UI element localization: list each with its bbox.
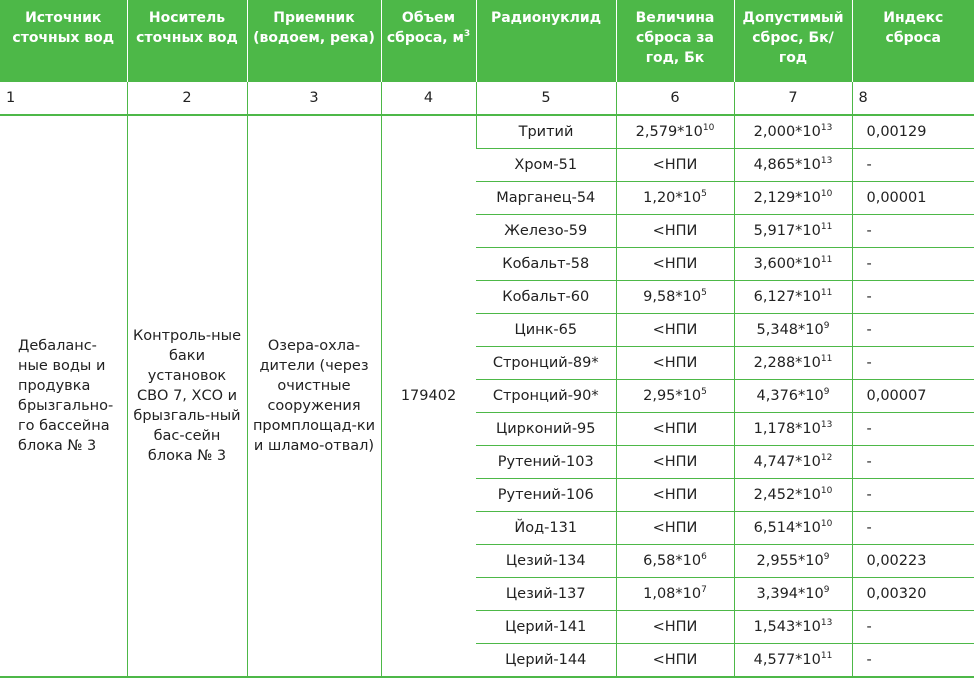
annual-value: <НПИ (652, 487, 698, 503)
index-cell: - (852, 314, 974, 347)
allowed-cell (734, 512, 852, 545)
annual-value: 6,58*10 (643, 553, 702, 569)
allowed-cell (734, 182, 852, 215)
annual-cell (616, 248, 734, 281)
annual-cell (616, 413, 734, 446)
nuclide-cell: Хром-51 (476, 149, 616, 182)
nuclide-cell: Тритий (476, 115, 616, 149)
allowed-cell (734, 281, 852, 314)
index-cell: 0,00007 (852, 380, 974, 413)
index-cell: - (852, 446, 974, 479)
nuclide-cell: Стронций-89* (476, 347, 616, 380)
column-number-row (0, 82, 974, 115)
allowed-cell (734, 545, 852, 578)
allowed-exp: 9 (823, 585, 830, 595)
index-cell: - (852, 479, 974, 512)
annual-value: 2,579*10 (635, 124, 703, 140)
allowed-exp: 10 (820, 486, 833, 496)
allowed-exp: 13 (820, 123, 833, 133)
nuclide-cell: Цезий-137 (476, 578, 616, 611)
allowed-value: 5,917*10 (753, 223, 821, 239)
allowed-value: 2,288*10 (753, 355, 821, 371)
annual-cell (616, 611, 734, 644)
allowed-cell (734, 149, 852, 182)
header-nuclide: Радионуклид (476, 0, 616, 82)
allowed-cell (734, 380, 852, 413)
column-number: 7 (734, 82, 852, 115)
annual-value: <НПИ (652, 652, 698, 668)
column-number: 4 (381, 82, 476, 115)
nuclide-cell: Церий-144 (476, 644, 616, 678)
allowed-value: 6,514*10 (753, 520, 821, 536)
volume-cell: 179402 (381, 115, 476, 677)
allowed-exp: 11 (820, 651, 833, 661)
nuclide-cell: Рутений-103 (476, 446, 616, 479)
allowed-exp: 12 (820, 453, 833, 463)
annual-value: <НПИ (652, 157, 698, 173)
allowed-cell (734, 115, 852, 149)
annual-cell (616, 215, 734, 248)
nuclide-cell: Кобальт-58 (476, 248, 616, 281)
annual-exp: 5 (701, 288, 707, 298)
header-volume-label: Объем сброса, м (386, 10, 464, 46)
header-volume (381, 0, 476, 82)
annual-cell (616, 115, 734, 149)
annual-value: <НПИ (652, 454, 698, 470)
allowed-cell (734, 248, 852, 281)
allowed-exp: 13 (820, 156, 833, 166)
header-receiver: Приемник (водоем, река) (247, 0, 381, 82)
annual-exp: 7 (701, 585, 707, 595)
allowed-exp: 11 (820, 354, 833, 364)
source-cell: Дебаланс-ные воды и продувка брызгально-го бассейна блока № 3 (0, 115, 127, 677)
allowed-exp: 13 (820, 618, 833, 628)
carrier-cell: Контроль-ные баки установок СВО 7, ХСО и брызгаль-ный бас-сейн блока № 3 (127, 115, 247, 677)
annual-value: <НПИ (652, 520, 698, 536)
allowed-cell (734, 446, 852, 479)
header-row (0, 0, 974, 82)
annual-cell (616, 479, 734, 512)
allowed-exp: 11 (820, 288, 833, 298)
table-row (0, 115, 974, 149)
allowed-value: 1,543*10 (753, 619, 821, 635)
column-number: 8 (852, 82, 974, 115)
allowed-value: 1,178*10 (753, 421, 821, 437)
nuclide-cell: Кобальт-60 (476, 281, 616, 314)
index-cell: 0,00223 (852, 545, 974, 578)
annual-exp: 5 (701, 189, 707, 199)
allowed-value: 3,394*10 (756, 586, 824, 602)
index-cell: 0,00320 (852, 578, 974, 611)
header-carrier: Носитель сточных вод (127, 0, 247, 82)
allowed-exp: 13 (820, 420, 833, 430)
annual-exp: 10 (702, 123, 715, 133)
nuclide-cell: Цирконий-95 (476, 413, 616, 446)
annual-value: <НПИ (652, 322, 698, 338)
header-source: Источник сточных вод (0, 0, 127, 82)
index-cell: - (852, 149, 974, 182)
annual-value: 9,58*10 (643, 289, 702, 305)
allowed-exp: 9 (823, 552, 830, 562)
annual-value: <НПИ (652, 223, 698, 239)
annual-cell (616, 512, 734, 545)
index-cell: - (852, 611, 974, 644)
annual-cell (616, 644, 734, 678)
allowed-cell (734, 413, 852, 446)
index-cell: 0,00001 (852, 182, 974, 215)
receiver-cell: Озера-охла-дители (через очистные сооружения промплощад-ки и шламо-отвал) (247, 115, 381, 677)
allowed-value: 2,955*10 (756, 553, 824, 569)
allowed-exp: 9 (823, 387, 830, 397)
nuclide-cell: Йод-131 (476, 512, 616, 545)
annual-value: <НПИ (652, 256, 698, 272)
allowed-cell (734, 644, 852, 678)
annual-cell (616, 182, 734, 215)
index-cell: 0,00129 (852, 115, 974, 149)
annual-cell (616, 380, 734, 413)
allowed-exp: 11 (820, 255, 833, 265)
index-cell: - (852, 644, 974, 678)
allowed-cell (734, 479, 852, 512)
allowed-value: 4,376*10 (756, 388, 824, 404)
index-cell: - (852, 413, 974, 446)
annual-cell (616, 347, 734, 380)
nuclide-cell: Церий-141 (476, 611, 616, 644)
allowed-value: 5,348*10 (756, 322, 824, 338)
header-volume-sup: 3 (463, 29, 471, 39)
nuclide-cell: Рутений-106 (476, 479, 616, 512)
index-cell: - (852, 215, 974, 248)
allowed-cell (734, 578, 852, 611)
annual-exp: 6 (701, 552, 707, 562)
nuclide-cell: Цезий-134 (476, 545, 616, 578)
index-cell: - (852, 347, 974, 380)
annual-value: 1,20*10 (643, 190, 702, 206)
header-allowed: Допустимый сброс, Бк/год (734, 0, 852, 82)
allowed-cell (734, 215, 852, 248)
allowed-exp: 10 (820, 189, 833, 199)
header-index: Индекс сброса (852, 0, 974, 82)
allowed-cell (734, 611, 852, 644)
allowed-value: 2,452*10 (753, 487, 821, 503)
column-number: 6 (616, 82, 734, 115)
allowed-value: 4,577*10 (753, 652, 821, 668)
allowed-cell (734, 314, 852, 347)
annual-value: <НПИ (652, 355, 698, 371)
annual-value: <НПИ (652, 421, 698, 437)
column-number: 3 (247, 82, 381, 115)
allowed-exp: 9 (823, 321, 830, 331)
annual-value: 1,08*10 (643, 586, 702, 602)
nuclide-cell: Стронций-90* (476, 380, 616, 413)
annual-cell (616, 149, 734, 182)
index-cell: - (852, 248, 974, 281)
annual-cell (616, 578, 734, 611)
allowed-value: 3,600*10 (753, 256, 821, 272)
annual-exp: 5 (701, 387, 707, 397)
allowed-exp: 11 (820, 222, 833, 232)
column-number: 5 (476, 82, 616, 115)
annual-cell (616, 281, 734, 314)
allowed-value: 4,747*10 (753, 454, 821, 470)
nuclide-cell: Цинк-65 (476, 314, 616, 347)
column-number: 2 (127, 82, 247, 115)
allowed-cell (734, 347, 852, 380)
index-cell: - (852, 512, 974, 545)
annual-value: 2,95*10 (643, 388, 702, 404)
nuclide-cell: Марганец-54 (476, 182, 616, 215)
header-annual: Величина сброса за год, Бк (616, 0, 734, 82)
index-cell: - (852, 281, 974, 314)
allowed-value: 2,000*10 (753, 124, 821, 140)
allowed-value: 2,129*10 (753, 190, 821, 206)
allowed-exp: 10 (820, 519, 833, 529)
annual-cell (616, 545, 734, 578)
annual-cell (616, 446, 734, 479)
annual-value: <НПИ (652, 619, 698, 635)
nuclide-cell: Железо-59 (476, 215, 616, 248)
allowed-value: 6,127*10 (753, 289, 821, 305)
allowed-value: 4,865*10 (753, 157, 821, 173)
column-number: 1 (0, 82, 127, 115)
annual-cell (616, 314, 734, 347)
